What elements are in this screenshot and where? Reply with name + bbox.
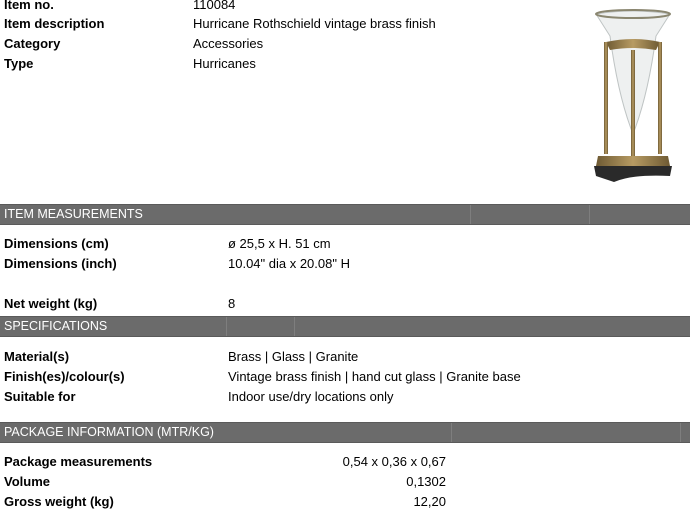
package-measurements-value: 0,54 x 0,36 x 0,67 bbox=[342, 454, 446, 469]
item-description-value: Hurricane Rothschield vintage brass finish bbox=[193, 16, 436, 31]
volume-label: Volume bbox=[4, 474, 50, 489]
type-value: Hurricanes bbox=[193, 56, 256, 71]
item-no-label: Item no. bbox=[4, 0, 54, 12]
category-value: Accessories bbox=[193, 36, 264, 51]
dimensions-cm-label: Dimensions (cm) bbox=[4, 236, 109, 251]
header-divider bbox=[294, 317, 295, 336]
volume-value: 0,1302 bbox=[406, 474, 446, 489]
header-divider bbox=[589, 205, 590, 224]
product-image bbox=[590, 6, 676, 186]
type-label: Type bbox=[4, 56, 34, 71]
dimensions-cm-value: ø 25,5 x H. 51 cm bbox=[228, 236, 331, 251]
header-divider bbox=[451, 423, 452, 442]
gross-weight-value: 12,20 bbox=[413, 494, 446, 509]
specifications-title: SPECIFICATIONS bbox=[4, 319, 108, 333]
net-weight-value: 8 bbox=[228, 296, 236, 311]
category-label: Category bbox=[4, 36, 61, 51]
item-measurements-header bbox=[0, 204, 690, 225]
specifications-header bbox=[0, 316, 690, 337]
package-information-header bbox=[0, 422, 690, 443]
package-measurements-label: Package measurements bbox=[4, 454, 153, 469]
item-description-label: Item description bbox=[4, 16, 105, 31]
net-weight-label: Net weight (kg) bbox=[4, 296, 98, 311]
dimensions-inch-label: Dimensions (inch) bbox=[4, 256, 117, 271]
gross-weight-label: Gross weight (kg) bbox=[4, 494, 114, 509]
materials-value: Brass | Glass | Granite bbox=[228, 349, 359, 364]
suitable-for-value: Indoor use/dry locations only bbox=[228, 389, 394, 404]
item-measurements-title: ITEM MEASUREMENTS bbox=[4, 207, 143, 221]
header-divider bbox=[470, 205, 471, 224]
header-divider bbox=[680, 423, 681, 442]
item-no-value: 110084 bbox=[193, 0, 236, 12]
finishes-value: Vintage brass finish | hand cut glass | Granite base bbox=[228, 369, 521, 384]
header-divider bbox=[226, 317, 227, 336]
materials-label: Material(s) bbox=[4, 349, 70, 364]
package-information-title: PACKAGE INFORMATION (MTR/KG) bbox=[4, 425, 214, 439]
suitable-for-label: Suitable for bbox=[4, 389, 76, 404]
dimensions-inch-value: 10.04" dia x 20.08" H bbox=[228, 256, 350, 271]
finishes-label: Finish(es)/colour(s) bbox=[4, 369, 125, 384]
